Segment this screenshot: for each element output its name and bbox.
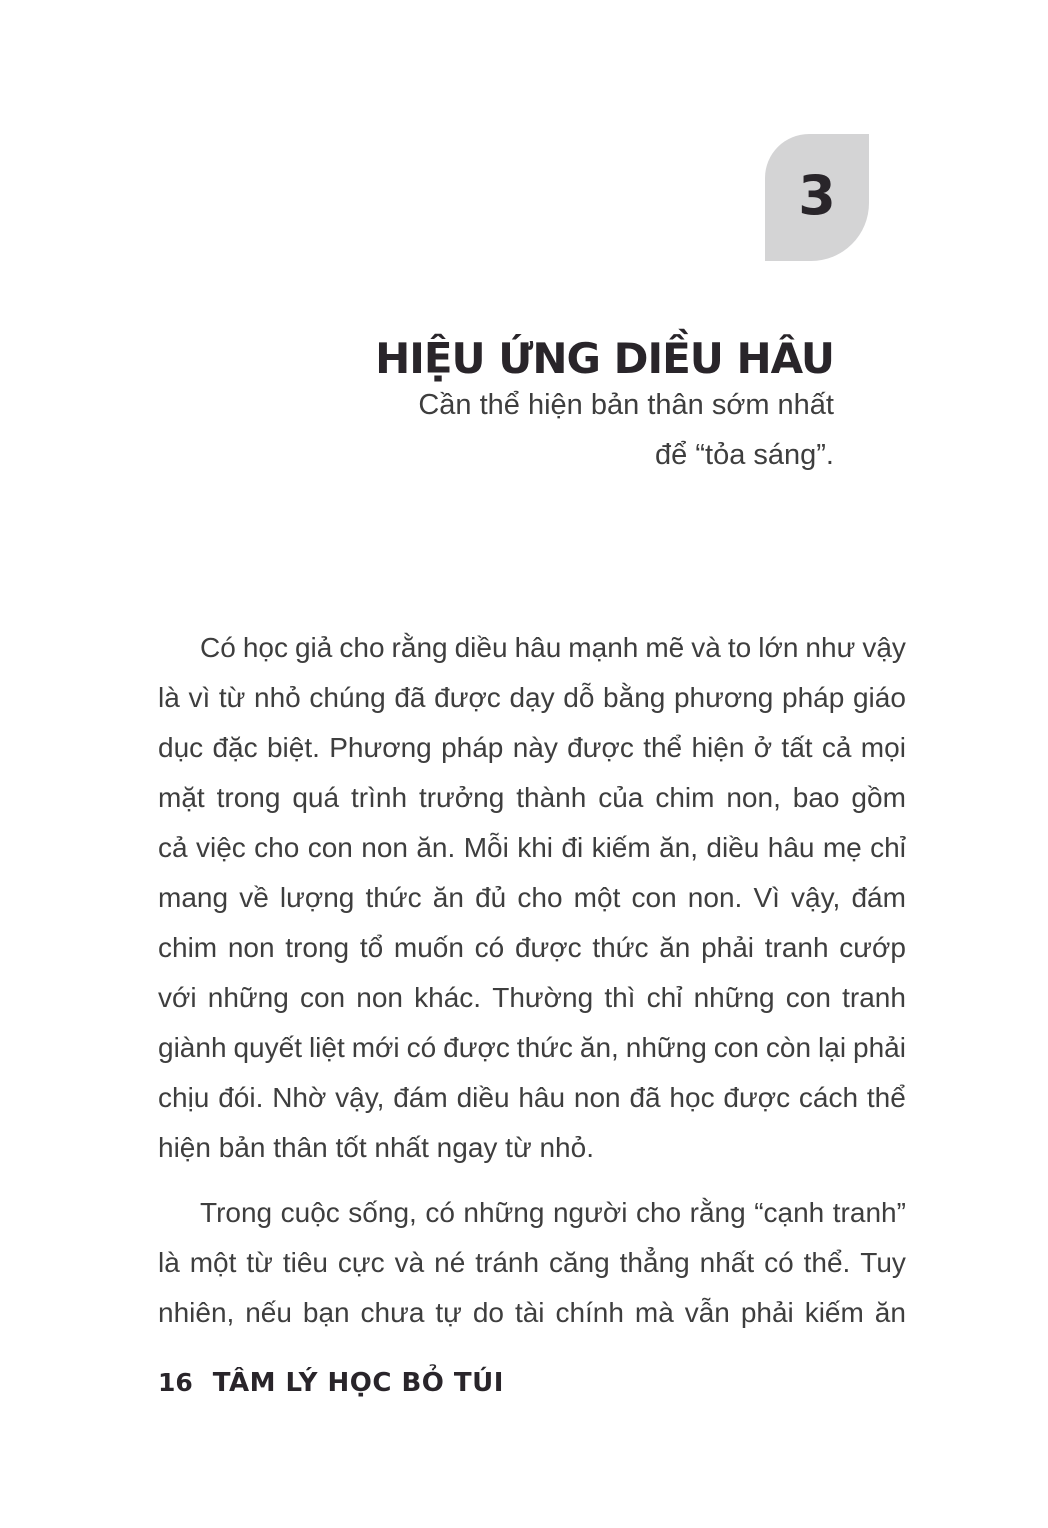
- chapter-number: 3: [798, 164, 836, 227]
- book-title: TÂM LÝ HỌC BỎ TÚI: [212, 1368, 504, 1398]
- page-number: 16: [158, 1368, 193, 1397]
- text-line: mang về lượng thức ăn đủ cho một con non. Vì vậy, đám: [158, 882, 906, 913]
- text-line: giành quyết liệt mới có được thức ăn, những con còn lại phải: [158, 1032, 906, 1063]
- page-footer: [158, 1368, 504, 1398]
- text-line: Trong cuộc sống, có những người cho rằng “cạnh tranh”: [200, 1197, 906, 1228]
- chapter-number-badge: [765, 134, 869, 261]
- paragraph: [158, 623, 906, 1173]
- text-line: dục đặc biệt. Phương pháp này được thể hiện ở tất cả mọi: [158, 732, 906, 763]
- text-line: nhiên, nếu bạn chưa tự do tài chính mà vẫn phải kiếm ăn: [158, 1297, 906, 1328]
- text-line: chịu đói. Nhờ vậy, đám diều hâu non đã học được cách thể: [158, 1082, 906, 1113]
- text-line: chim non trong tổ muốn có được thức ăn phải tranh cướp: [158, 932, 906, 963]
- text-line: hiện bản thân tốt nhất ngay từ nhỏ.: [158, 1132, 594, 1163]
- subtitle-line: để “tỏa sáng”.: [655, 439, 834, 471]
- text-line: mặt trong quá trình trưởng thành của chim non, bao gồm: [158, 782, 906, 813]
- text-line: Có học giả cho rằng diều hâu mạnh mẽ và to lớn như vậy: [200, 632, 906, 663]
- text-line: là vì từ nhỏ chúng đã được dạy dỗ bằng phương pháp giáo: [158, 682, 906, 713]
- body-text: [158, 623, 906, 1338]
- text-line: là một từ tiêu cực và né tránh căng thẳng nhất có thể. Tuy: [158, 1247, 906, 1278]
- paragraph: [158, 1188, 906, 1338]
- text-line: với những con non khác. Thường thì chỉ những con tranh: [158, 982, 906, 1013]
- subtitle-line: Cần thể hiện bản thân sớm nhất: [418, 389, 834, 421]
- chapter-subtitle: [100, 380, 834, 480]
- text-line: cả việc cho con non ăn. Mỗi khi đi kiếm ăn, diều hâu mẹ chỉ: [158, 832, 906, 863]
- chapter-title: HIỆU ỨNG DIỀU HÂU: [375, 334, 834, 384]
